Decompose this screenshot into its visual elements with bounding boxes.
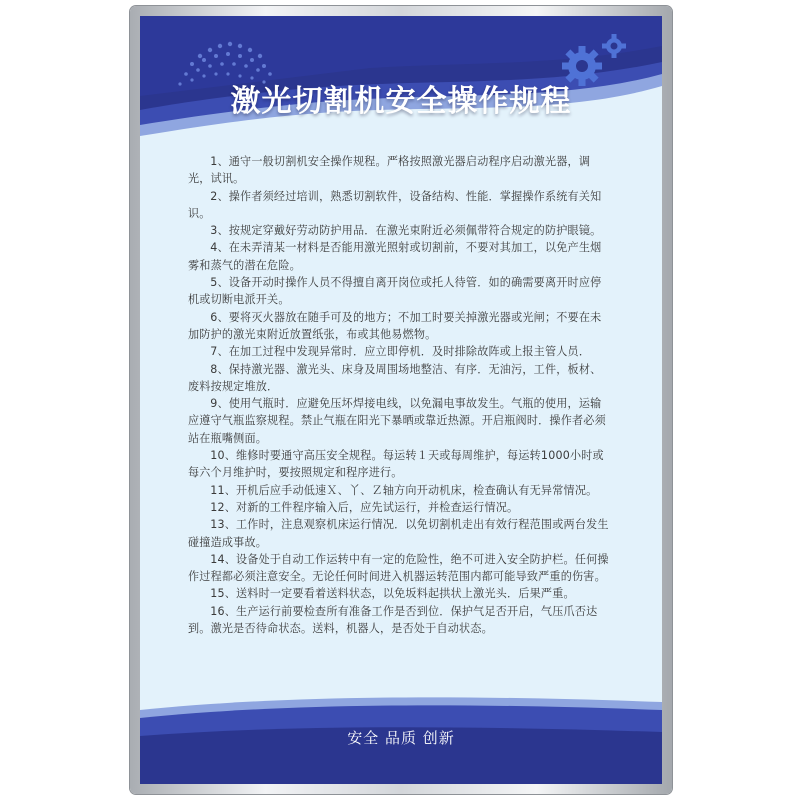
rule-item: 2、操作者须经过培训，熟悉切割软件，设备结构、性能．掌握操作系统有关知识。	[188, 189, 602, 220]
rule-item: 16、生产运行前要检查所有准备工作是否到位．保护气足否开启，气压爪否达到。激光是否待命状态。送料，机器人，是否处于自动状态。	[188, 604, 598, 636]
rule-item: 3、按规定穿戴好劳动防护用品．在激光束附近必须佩带符合规定的防护眼镜。	[210, 224, 602, 238]
rule-item: 7、在加工过程中发现异常时．应立即停机．及时排除故阵或上报主管人员．	[210, 345, 591, 359]
rule-item: 13、工作时，注息观察机床运行情况．以免切割机走出有效行程范围或两台发生碰撞造成事故。	[188, 518, 609, 549]
rule-item: 10、维修时要通守高压安全规程。每运转１天或每周维护，每运转1000小时或每六个月维护时，要按照规定和程序进行。	[188, 449, 604, 480]
safety-poster	[140, 16, 662, 784]
rules-list	[188, 153, 612, 637]
rule-item: 1、通守一般切割机安全操作规程。严格按照激光器启动程序启动激光器，调光，试讯。	[188, 155, 591, 186]
rule-item: 12、对新的工件程序输入后，应先试运行，并检查运行情况。	[210, 500, 519, 514]
footer-slogan: 安全 品质 创新	[347, 729, 455, 747]
rule-item: 4、在未弄清某一材料是否能用激光照射或切割前，不要对其加工，以免产生烟雾和蒸气的潜在危险。	[188, 241, 602, 272]
rule-item: 11、开机后应手动低速Ｘ、丫、Ｚ轴方向开动机床，检查确认有无异常情况。	[210, 483, 598, 497]
rule-item: 14、设备处于自动工作运转中有一定的危险性，绝不可进入安全防护栏。任何操作过程都必须注意安全。无论任何时间进入机器运转范围内都可能导致严重的伤害。	[188, 552, 609, 584]
rule-item: 6、要将灭火器放在随手可及的地方；不加工时要关掉激光器或光闸；不要在未加防护的激光束附近放置纸张，布或其他易燃物。	[188, 310, 602, 341]
rule-item: 15、送料时一定要看着送料状态，以免坂料起拱状上激光头．后果严重。	[210, 587, 575, 601]
rule-item: 5、设备开动时操作人员不得擅自离开岗位或托人待管．如的确需要离开时应停机或切断电派开关。	[188, 276, 602, 307]
rule-item: 8、保持激光器、激光头、床身及周围场地整洁、有序．无油污，工件，板材、废料按规定堆放．	[188, 362, 602, 393]
poster-title: 激光切割机安全操作规程	[230, 84, 572, 119]
rule-item: 9、使用气瓶时．应避免压坏焊接电线，以免漏电事故发生。气瓶的使用，运输应遵守气瓶监察规程。禁止气瓶在阳光下暴晒或靠近热源。开启瓶阀时．操作者必须站在瓶嘴侧面。	[188, 397, 606, 445]
